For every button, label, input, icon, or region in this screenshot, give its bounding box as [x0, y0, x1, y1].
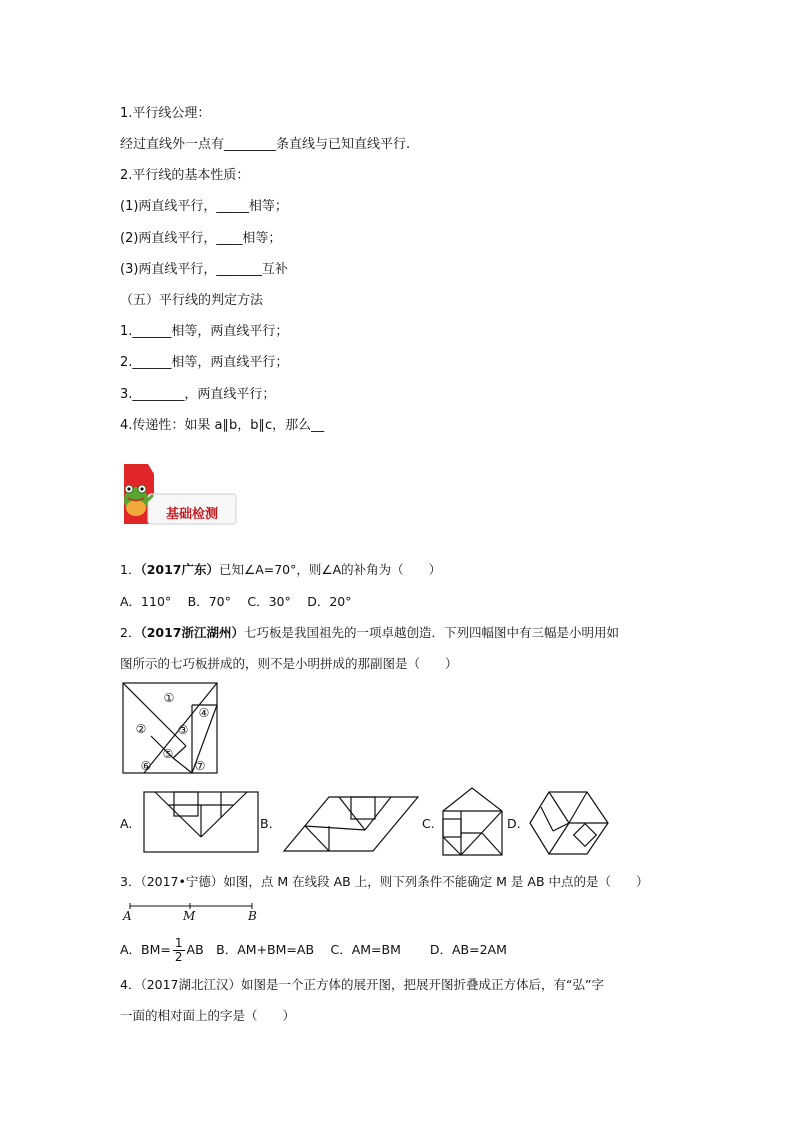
question-1: [120, 560, 441, 580]
text-line: 3.________，两直线平行；: [120, 387, 276, 402]
question-source: （2017广东）: [140, 562, 219, 577]
question-number: 2．: [120, 625, 141, 640]
option-d-figure: [529, 791, 609, 855]
tangram-label: ③: [177, 723, 189, 737]
option-label: B.: [260, 816, 273, 831]
option-c-figure: [442, 787, 506, 857]
tangram-edge: [173, 746, 186, 758]
tangram-label: ②: [135, 722, 147, 736]
option-label: A.: [120, 816, 133, 831]
question-text: 已知∠A=70°，则∠A的补角为（ ）: [219, 562, 442, 577]
text-line: 1.平行线公理：: [120, 106, 211, 121]
tangram-label: ④: [198, 706, 210, 720]
text-line: (2)两直线平行，____相等；: [120, 231, 282, 246]
question-text: 七巧板是我国祖先的一项卓越创造．下列四幅图中有三幅是小明用如: [244, 625, 620, 640]
fraction: $\frac{1}{2}$: [174, 936, 183, 964]
point-label: M: [183, 909, 196, 923]
text-line: 1.______相等，两直线平行；: [120, 324, 289, 339]
tangram-label: ⑥: [140, 759, 152, 773]
tangram-label: ①: [163, 691, 175, 705]
segment-ab-figure: [120, 898, 270, 924]
point-label: B: [248, 909, 257, 923]
banner-title: 基础检测: [166, 507, 219, 522]
text-line: (1)两直线平行，_____相等；: [120, 199, 288, 214]
question-2-line2: 图所示的七巧板拼成的，则不是小明拼成的那副图是（ ）: [120, 656, 458, 671]
text-line: 2.______相等，两直线平行；: [120, 355, 289, 370]
question-4-line2: 一面的相对面上的字是（ ）: [120, 1008, 296, 1023]
option-b-figure: [283, 796, 419, 852]
question-2: [120, 623, 619, 643]
tangram-label: ⑤: [162, 747, 174, 761]
tangram-edge: [123, 683, 186, 746]
option-a-figure: [143, 791, 259, 853]
question-3: 3．（2017•宁德）如图，点 M 在线段 AB 上，则下列条件不能确定 M 是 AB 中点的是（ ）: [120, 874, 649, 889]
tangram-label: ⑦: [194, 759, 206, 773]
text-line: 经过直线外一点有________条直线与已知直线平行.: [120, 137, 411, 152]
option-label: D.: [507, 816, 521, 831]
point-label: A: [123, 909, 132, 923]
question-3-options: A．BM= $\frac{1}{2}$ AB B．AM+BM=AB C．AM=BM D．AB=2AM: [120, 936, 507, 964]
question-4: 4．（2017湖北江汉）如图是一个正方体的展开图，把展开图折叠成正方体后，有“弘”字: [120, 977, 604, 992]
options-rest: B．AM+BM=AB C．AM=BM D．AB=2AM: [203, 942, 507, 957]
text-line: 2.平行线的基本性质：: [120, 168, 250, 183]
option-a-text: A．BM=: [120, 942, 171, 957]
tangram-edge: [173, 758, 192, 773]
text-line: （五）平行线的判定方法: [120, 293, 264, 308]
question-number: 1．: [120, 562, 141, 577]
text-line: 4.传递性：如果 a∥b，b∥c，那么__: [120, 418, 325, 433]
option-label: C.: [422, 816, 435, 831]
question-source: （2017浙江湖州）: [140, 625, 244, 640]
text-line: (3)两直线平行，_______互补: [120, 262, 288, 277]
tangram-figure: [122, 682, 218, 774]
question-1-options: A．110° B．70° C．30° D．20°: [120, 594, 352, 609]
